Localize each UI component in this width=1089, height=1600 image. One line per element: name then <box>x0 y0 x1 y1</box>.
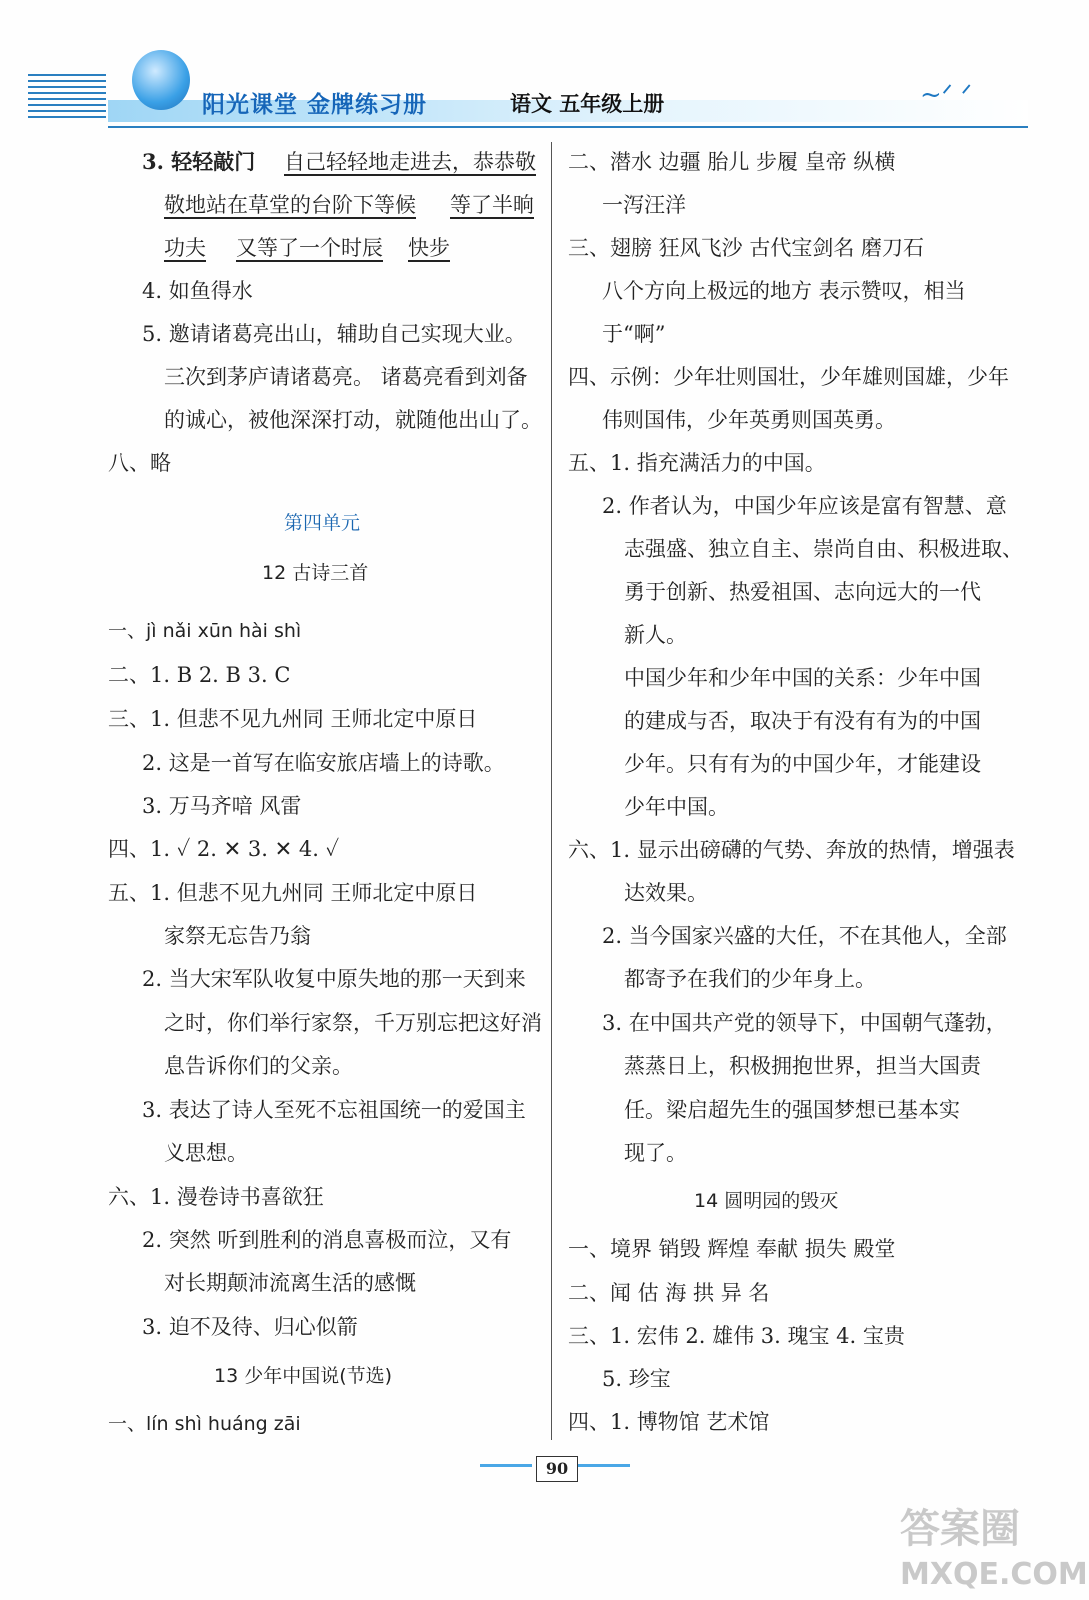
answer-line: 二、1. B 2. B 3. C <box>108 663 291 687</box>
lesson-title: 12 古诗三首 <box>262 562 369 584</box>
watermark-text: 答案圈 <box>900 1506 1020 1552</box>
site-watermark <box>900 1506 1088 1598</box>
answer-line: 的建成与否，取决于有没有有为的中国 <box>624 709 981 733</box>
answer-line: 一、lín shì huáng zāi <box>108 1413 301 1435</box>
answer-line: 达效果。 <box>624 881 708 905</box>
answer-line: 八个方向上极远的地方 表示赞叹，相当 <box>602 279 966 303</box>
answer-line: 之时，你们举行家祭，千万别忘把这好消 <box>164 1011 542 1035</box>
page-header <box>0 60 1089 140</box>
answer-line: 四、示例：少年壮则国壮，少年雄则国雄，少年 <box>568 365 1009 389</box>
answer-line: 一泻汪洋 <box>602 193 686 217</box>
watermark-url: MXQE.COM <box>900 1557 1088 1592</box>
answer-line: 二、闻 估 海 拱 异 名 <box>568 1281 770 1305</box>
answer-line: 敬地站在草堂的台阶下等候 <box>164 193 416 217</box>
answer-line: 志强盛、独立自主、崇尚自由、积极进取、 <box>624 537 1023 561</box>
answer-line: 3. 在中国共产党的领导下，中国朝气蓬勃， <box>602 1011 1007 1035</box>
answer-line: 中国少年和少年中国的关系：少年中国 <box>624 666 981 690</box>
answer-line: 自己轻轻地走进去，恭恭敬 <box>284 150 536 174</box>
answer-line: 三、1. 宏伟 2. 雄伟 3. 瑰宝 4. 宝贵 <box>568 1324 905 1348</box>
birds-icon: ~ᐟ ᐟ <box>920 80 973 110</box>
answer-line: 息告诉你们的父亲。 <box>164 1054 353 1078</box>
lesson-title: 14 圆明园的毁灭 <box>694 1190 839 1212</box>
answer-line: 等了半晌 <box>450 193 534 217</box>
answer-line: 2. 突然 听到胜利的消息喜极而泣，又有 <box>142 1228 512 1252</box>
answer-line: 功夫 <box>164 236 206 260</box>
lesson-title: 13 少年中国说(节选) <box>214 1365 393 1387</box>
answer-line: 五、1. 但悲不见九州同 王师北定中原日 <box>108 881 478 905</box>
answer-line: 对长期颠沛流离生活的感慨 <box>164 1271 416 1295</box>
answer-line: 二、潜水 边疆 胎儿 步履 皇帝 纵横 <box>568 150 896 174</box>
column-divider <box>551 142 552 1440</box>
answer-line: 4. 如鱼得水 <box>142 279 253 303</box>
answer-line: 勇于创新、热爱祖国、志向远大的一代 <box>624 580 981 604</box>
answer-line: 四、1. 博物馆 艺术馆 <box>568 1410 770 1434</box>
answer-line: 伟则国伟，少年英勇则国英勇。 <box>602 408 896 432</box>
answer-line: 3. 迫不及待、归心似箭 <box>142 1315 358 1339</box>
answer-line: 5. 珍宝 <box>602 1367 671 1391</box>
answer-line: 3. 轻轻敲门 <box>142 149 256 174</box>
answer-line: 于“啊” <box>602 322 666 346</box>
answer-line: 2. 当大宋军队收复中原失地的那一天到来 <box>142 967 526 991</box>
footer-wing-right <box>578 1464 630 1467</box>
page-number: 90 <box>536 1456 578 1482</box>
answer-line: 2. 作者认为，中国少年应该是富有智慧、意 <box>602 494 1007 518</box>
answer-line: 家祭无忘告乃翁 <box>164 924 311 948</box>
answer-line: 都寄予在我们的少年身上。 <box>624 967 876 991</box>
answer-line: 少年中国。 <box>624 795 729 819</box>
header-rule <box>108 126 1028 128</box>
answer-line: 八、略 <box>108 451 171 475</box>
answer-line: 快步 <box>408 236 450 260</box>
answer-line: 三、1. 但悲不见九州同 王师北定中原日 <box>108 707 478 731</box>
answer-line: 四、1. ✓ 2. ✕ 3. ✕ 4. ✓ <box>108 837 340 861</box>
answer-line: 三、翅膀 狂风飞沙 古代宝剑名 磨刀石 <box>568 236 925 260</box>
answer-line: 又等了一个时辰 <box>236 236 383 260</box>
header-stripes <box>28 74 106 124</box>
answer-line: 三次到茅庐请诸葛亮。 诸葛亮看到刘备 <box>164 365 528 389</box>
answer-line: 一、jì nǎi xūn hài shì <box>108 620 302 642</box>
answer-line: 少年。只有有为的中国少年，才能建设 <box>624 752 981 776</box>
answer-line: 现了。 <box>624 1141 687 1165</box>
answer-line: 一、境界 销毁 辉煌 奉献 损失 殿堂 <box>568 1237 896 1261</box>
answer-line: 2. 当今国家兴盛的大任，不在其他人，全部 <box>602 924 1007 948</box>
answer-line: 2. 这是一首写在临安旅店墙上的诗歌。 <box>142 751 505 775</box>
answer-line: 的诚心，被他深深打动，就随他出山了。 <box>164 408 542 432</box>
page-footer <box>480 1450 630 1490</box>
footer-wing-left <box>480 1464 532 1467</box>
answer-line: 五、1. 指充满活力的中国。 <box>568 451 826 475</box>
answer-line: 义思想。 <box>164 1141 248 1165</box>
answer-line: 任。梁启超先生的强国梦想已基本实 <box>624 1098 960 1122</box>
globe-logo-icon <box>132 50 190 110</box>
answer-line: 新人。 <box>624 623 687 647</box>
answer-line: 3. 表达了诗人至死不忘祖国统一的爱国主 <box>142 1098 526 1122</box>
answer-line: 六、1. 漫卷诗书喜欲狂 <box>108 1185 324 1209</box>
answer-line: 5. 邀请诸葛亮出山，辅助自己实现大业。 <box>142 322 526 346</box>
answer-line: 六、1. 显示出磅礴的气势、奔放的热情，增强表 <box>568 838 1015 862</box>
subject-grade: 语文 五年级上册 <box>510 92 665 116</box>
answer-line: 蒸蒸日上，积极拥抱世界，担当大国责 <box>624 1054 981 1078</box>
series-title: 阳光课堂 金牌练习册 <box>202 92 428 118</box>
unit-title: 第四单元 <box>284 512 361 534</box>
answer-line: 3. 万马齐喑 风雷 <box>142 794 302 818</box>
